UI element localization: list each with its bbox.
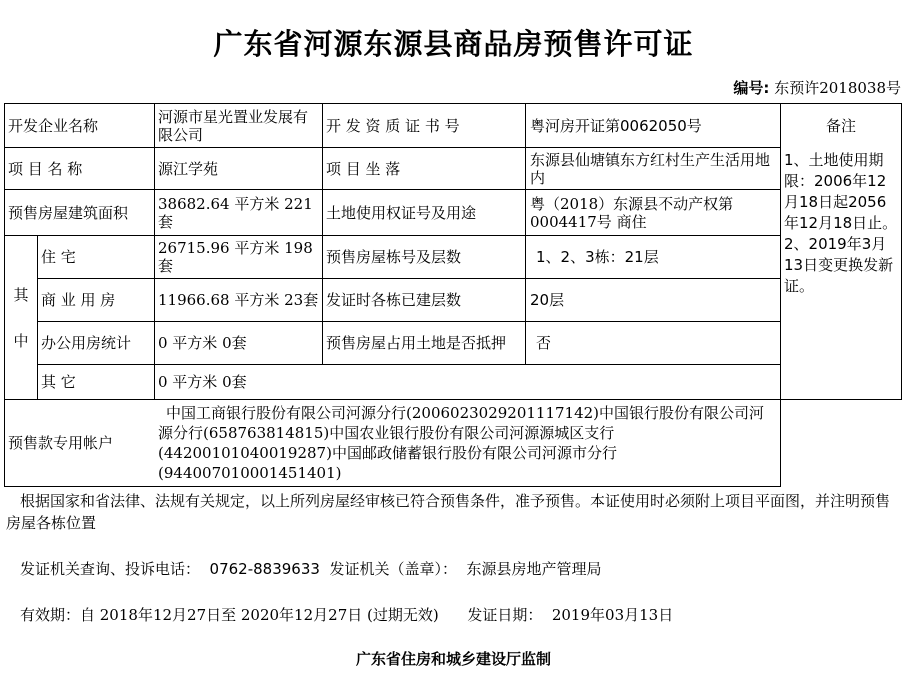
among-label: 其 中 [13, 285, 29, 350]
other-value: 0 平方米 0套 [158, 373, 247, 391]
issuing-authority-line: 发证机关查询、投诉电话： 0762-8839633 发证机关（盖章）： 东源县房地产管理局 [20, 560, 602, 578]
land-mortgage-value: 否 [536, 334, 552, 352]
project-location-value: 东源县仙塘镇东方红村生产生活用地内 [530, 150, 771, 187]
land-certificate-value: 粤（2018）东源县不动产权第0004417号 商住 [530, 194, 734, 231]
land-certificate-label: 土地使用权证号及用途 [326, 203, 477, 222]
building-floors-label: 预售房屋栋号及层数 [326, 248, 462, 266]
presale-area-label: 预售房屋建筑面积 [8, 203, 129, 222]
certificate-title: 广东省河源东源县商品房预售许可证 [213, 27, 694, 61]
residential-value: 26715.96 平方米 198套 [158, 239, 313, 275]
approval-statement: 根据国家和省法律、法规有关规定，以上所列房屋经审核已符合预售条件，准予预售。本证使用时必须附上项目平面图，并注明预售房屋各栋位置 [6, 492, 891, 532]
remarks-value: 1、土地使用期限：2006年12月18日起2056年12月18日止。2、2019年3月13日变更换发新证。 [784, 151, 898, 295]
office-value: 0 平方米 0套 [158, 334, 247, 352]
developer-label: 开发企业名称 [8, 116, 99, 135]
remarks-label: 备注 [825, 116, 856, 135]
commercial-label: 商 业 用 房 [41, 291, 116, 309]
built-floors-label: 发证时各栋已建层数 [326, 291, 462, 309]
certificate-number-label: 编号: [733, 79, 770, 97]
presale-area-value: 38682.64 平方米 221套 [158, 194, 313, 231]
office-label: 办公用房统计 [41, 334, 132, 352]
validity-period-line: 有效期：自 2018年12月27日至 2020年12月27日 (过期无效) 发证日期： 2019年03月13日 [20, 606, 674, 624]
escrow-account-label: 预售款专用帐户 [8, 434, 114, 452]
commercial-value: 11966.68 平方米 23套 [158, 291, 319, 309]
project-name-value: 源江学苑 [158, 159, 219, 178]
building-floors-value: 1、2、3栋：21层 [536, 248, 659, 266]
other-label: 其 它 [41, 373, 76, 391]
supervisor-footer: 广东省住房和城乡建设厅监制 [355, 650, 551, 668]
escrow-account-value: 中国工商银行股份有限公司河源分行(2006023029201117142)中国银行股份有限公司河源分行(658763814815)中国农业银行股份有限公司河源源城区支行(44200101040019287)中国邮政储蓄银行股份有限公司河源市分行(944007010001451401) [158, 404, 765, 482]
qualification-label: 开 发 资 质 证 书 号 [326, 116, 460, 135]
developer-value: 河源市星光置业发展有限公司 [158, 107, 309, 144]
land-mortgage-label: 预售房屋占用土地是否抵押 [326, 334, 507, 352]
built-floors-value: 20层 [530, 291, 565, 309]
project-location-label: 项 目 坐 落 [326, 159, 401, 178]
certificate-number-value: 东预许2018038号 [774, 79, 901, 97]
residential-label: 住 宅 [41, 248, 76, 266]
project-name-label: 项 目 名 称 [8, 159, 83, 178]
qualification-value: 粤河房开证第0062050号 [530, 116, 702, 135]
